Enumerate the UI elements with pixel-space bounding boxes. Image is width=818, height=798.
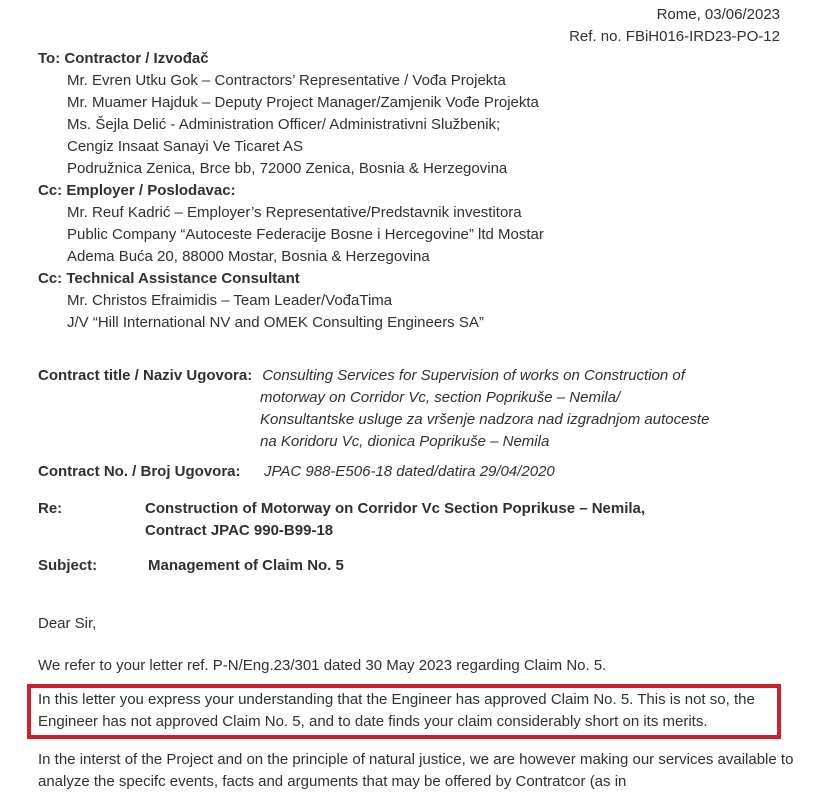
highlighted-paragraph-box [27,684,781,739]
cc-employer-label: Cc: Employer / Poslodavac: [38,182,236,199]
cc-consultant-line: J/V “Hill International NV and OMEK Consulting Engineers SA” [67,314,484,331]
highlighted-paragraph: In this letter you express your understanding that the Engineer has approved Claim No. 5. This is not so, the Engineer has not approved Claim No. 5, and to date finds your claim considerably short on its merits. [38,691,755,730]
to-line: Mr. Evren Utku Gok – Contractors’ Representative / Vođa Projekta [67,72,506,89]
salutation: Dear Sir, [38,615,97,632]
cc-employer-line: Adema Buća 20, 88000 Mostar, Bosnia & Herzegovina [67,248,430,265]
to-line: Cengiz Insaat Sanayi Ve Ticaret AS [67,138,303,155]
letter-header [38,4,794,48]
contract-title-line: motorway on Corridor Vc, section Poprikuše – Nemila/ [260,389,621,406]
to-line: Mr. Muamer Hajduk – Deputy Project Manager/Zamjenik Vođe Projekta [67,94,539,111]
contract-title-block [38,365,794,453]
contract-title-line: Consulting Services for Supervision of works on Construction of [262,367,685,384]
subject-row [38,555,794,577]
recipients-block [38,48,794,334]
contract-title-line: na Koridoru Vc, dionica Poprikuše – Nemila [260,433,550,450]
cc-employer-line: Public Company “Autoceste Federacije Bosne i Hercegovine” ltd Mostar [67,226,544,243]
reference-paragraph: We refer to your letter ref. P-N/Eng.23/301 dated 30 May 2023 regarding Claim No. 5. [38,657,607,674]
re-value [145,498,645,542]
re-row [38,498,794,542]
re-value-line: Construction of Motorway on Corridor Vc Section Poprikuse – Nemila, [145,500,646,517]
subject-label: Subject: [38,557,98,574]
cc-consultant-label: Cc: Technical Assistance Consultant [38,270,300,287]
contract-title-line: Konsultantske usluge za vršenje nadzora nad izgradnjom autoceste [260,411,710,428]
reference-number-line: Ref. no. FBiH016-IRD23-PO-12 [569,28,780,45]
cc-employer-line: Mr. Reuf Kadrić – Employer’s Representative/Predstavnik investitora [67,204,522,221]
date-line: Rome, 03/06/2023 [656,6,780,23]
to-contractor-label: To: Contractor / Izvođač [38,50,209,67]
cc-consultant-line: Mr. Christos Efraimidis – Team Leader/VođaTima [67,292,393,309]
re-label: Re: [38,500,63,517]
contract-title-label: Contract title / Naziv Ugovora: [38,367,253,384]
contract-number-value: JPAC 988-E506-18 dated/datira 29/04/2020 [264,463,555,480]
closing-paragraph: In the interst of the Project and on the principle of natural justice, we are however making our services available to analyze the specifc events, facts and arguments that may be offered by Contratcor (as in [38,751,794,790]
contract-number-row [38,461,794,483]
re-value-line: Contract JPAC 990-B99-18 [145,522,334,539]
to-line: Podružnica Zenica, Brce bb, 72000 Zenica, Bosnia & Herzegovina [67,160,508,177]
to-line: Ms. Šejla Delić - Administration Officer/ Administrativni Službenik; [67,116,501,133]
contract-number-label: Contract No. / Broj Ugovora: [38,463,241,480]
subject-value: Management of Claim No. 5 [148,557,344,574]
